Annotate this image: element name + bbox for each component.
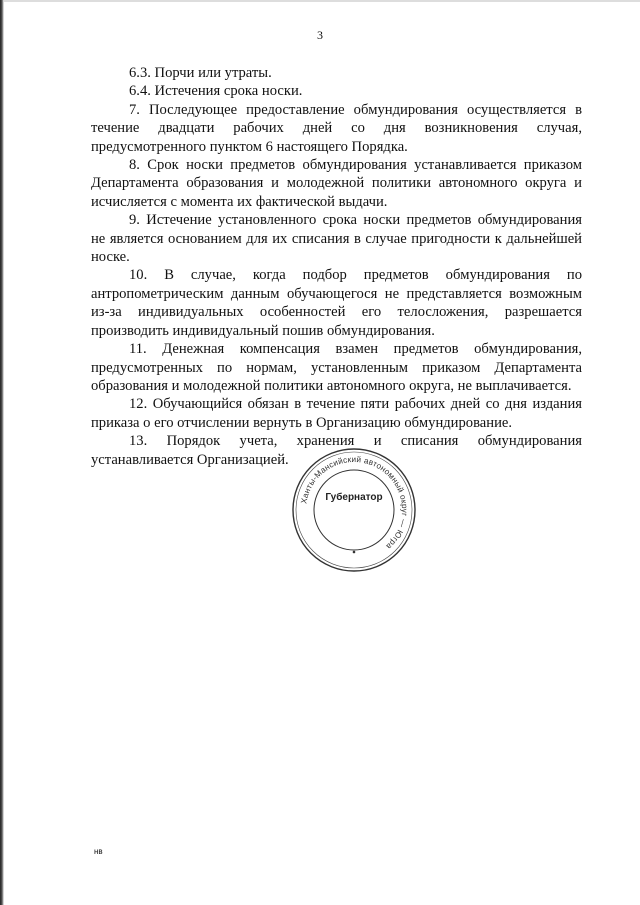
- paragraph-11: 11. Денежная компенсация взамен предметов обмундирования, предусмотренных по нормам, установленным приказом Департамента образования и молодежной политики автономного округа, не выплачивается.: [91, 341, 582, 394]
- seal-outer-ring-inner: [296, 452, 412, 568]
- paragraph-13: 13. Порядок учета, хранения и списания обмундирования устанавливается Организацией.: [91, 433, 582, 468]
- seal-ring-text: Ханты-Мансийский автономный округ — Югра: [299, 454, 410, 552]
- scan-edge-top: [0, 0, 640, 2]
- seal-center-text: Губернатор: [325, 492, 383, 503]
- paragraph-6-3: 6.3. Порчи или утраты.: [129, 65, 272, 81]
- paragraph-12: 12. Обучающийся обязан в течение пяти рабочих дней со дня издания приказа о его отчислении вернуть в Организацию обмундирование.: [91, 396, 582, 431]
- seal-inner-ring: [314, 470, 394, 550]
- seal-dot: [353, 551, 356, 554]
- governor-seal: [289, 445, 419, 575]
- paragraph-6-4: 6.4. Истечения срока носки.: [129, 83, 303, 100]
- paragraph-10: 10. В случае, когда подбор предметов обмундирования по антропометрическим данным обучающегося не представляется возможным из-за индивидуальных особенностей его телосложения, разрешается производить индивидуальный пошив обмундирования.: [91, 267, 582, 339]
- page-number: 3: [317, 28, 323, 42]
- paragraph-7: 7. Последующее предоставление обмундирования осуществляется в течение двадцати рабочих дней со дня возникновения случая, предусмотренного пунктом 6 настоящего Порядка.: [91, 101, 582, 155]
- paragraph-8: 8. Срок носки предметов обмундирования устанавливается приказом Департамента образования и молодежной политики автономного округа и исчисляется с момента их фактической выдачи.: [91, 157, 582, 210]
- document-body: [91, 64, 582, 469]
- paragraph-9: 9. Истечение установленного срока носки предметов обмундирования не является основанием для их списания в случае пригодности к дальнейшей носке.: [91, 212, 582, 266]
- scan-edge-left: [0, 0, 4, 905]
- footer-code: нв: [94, 847, 103, 856]
